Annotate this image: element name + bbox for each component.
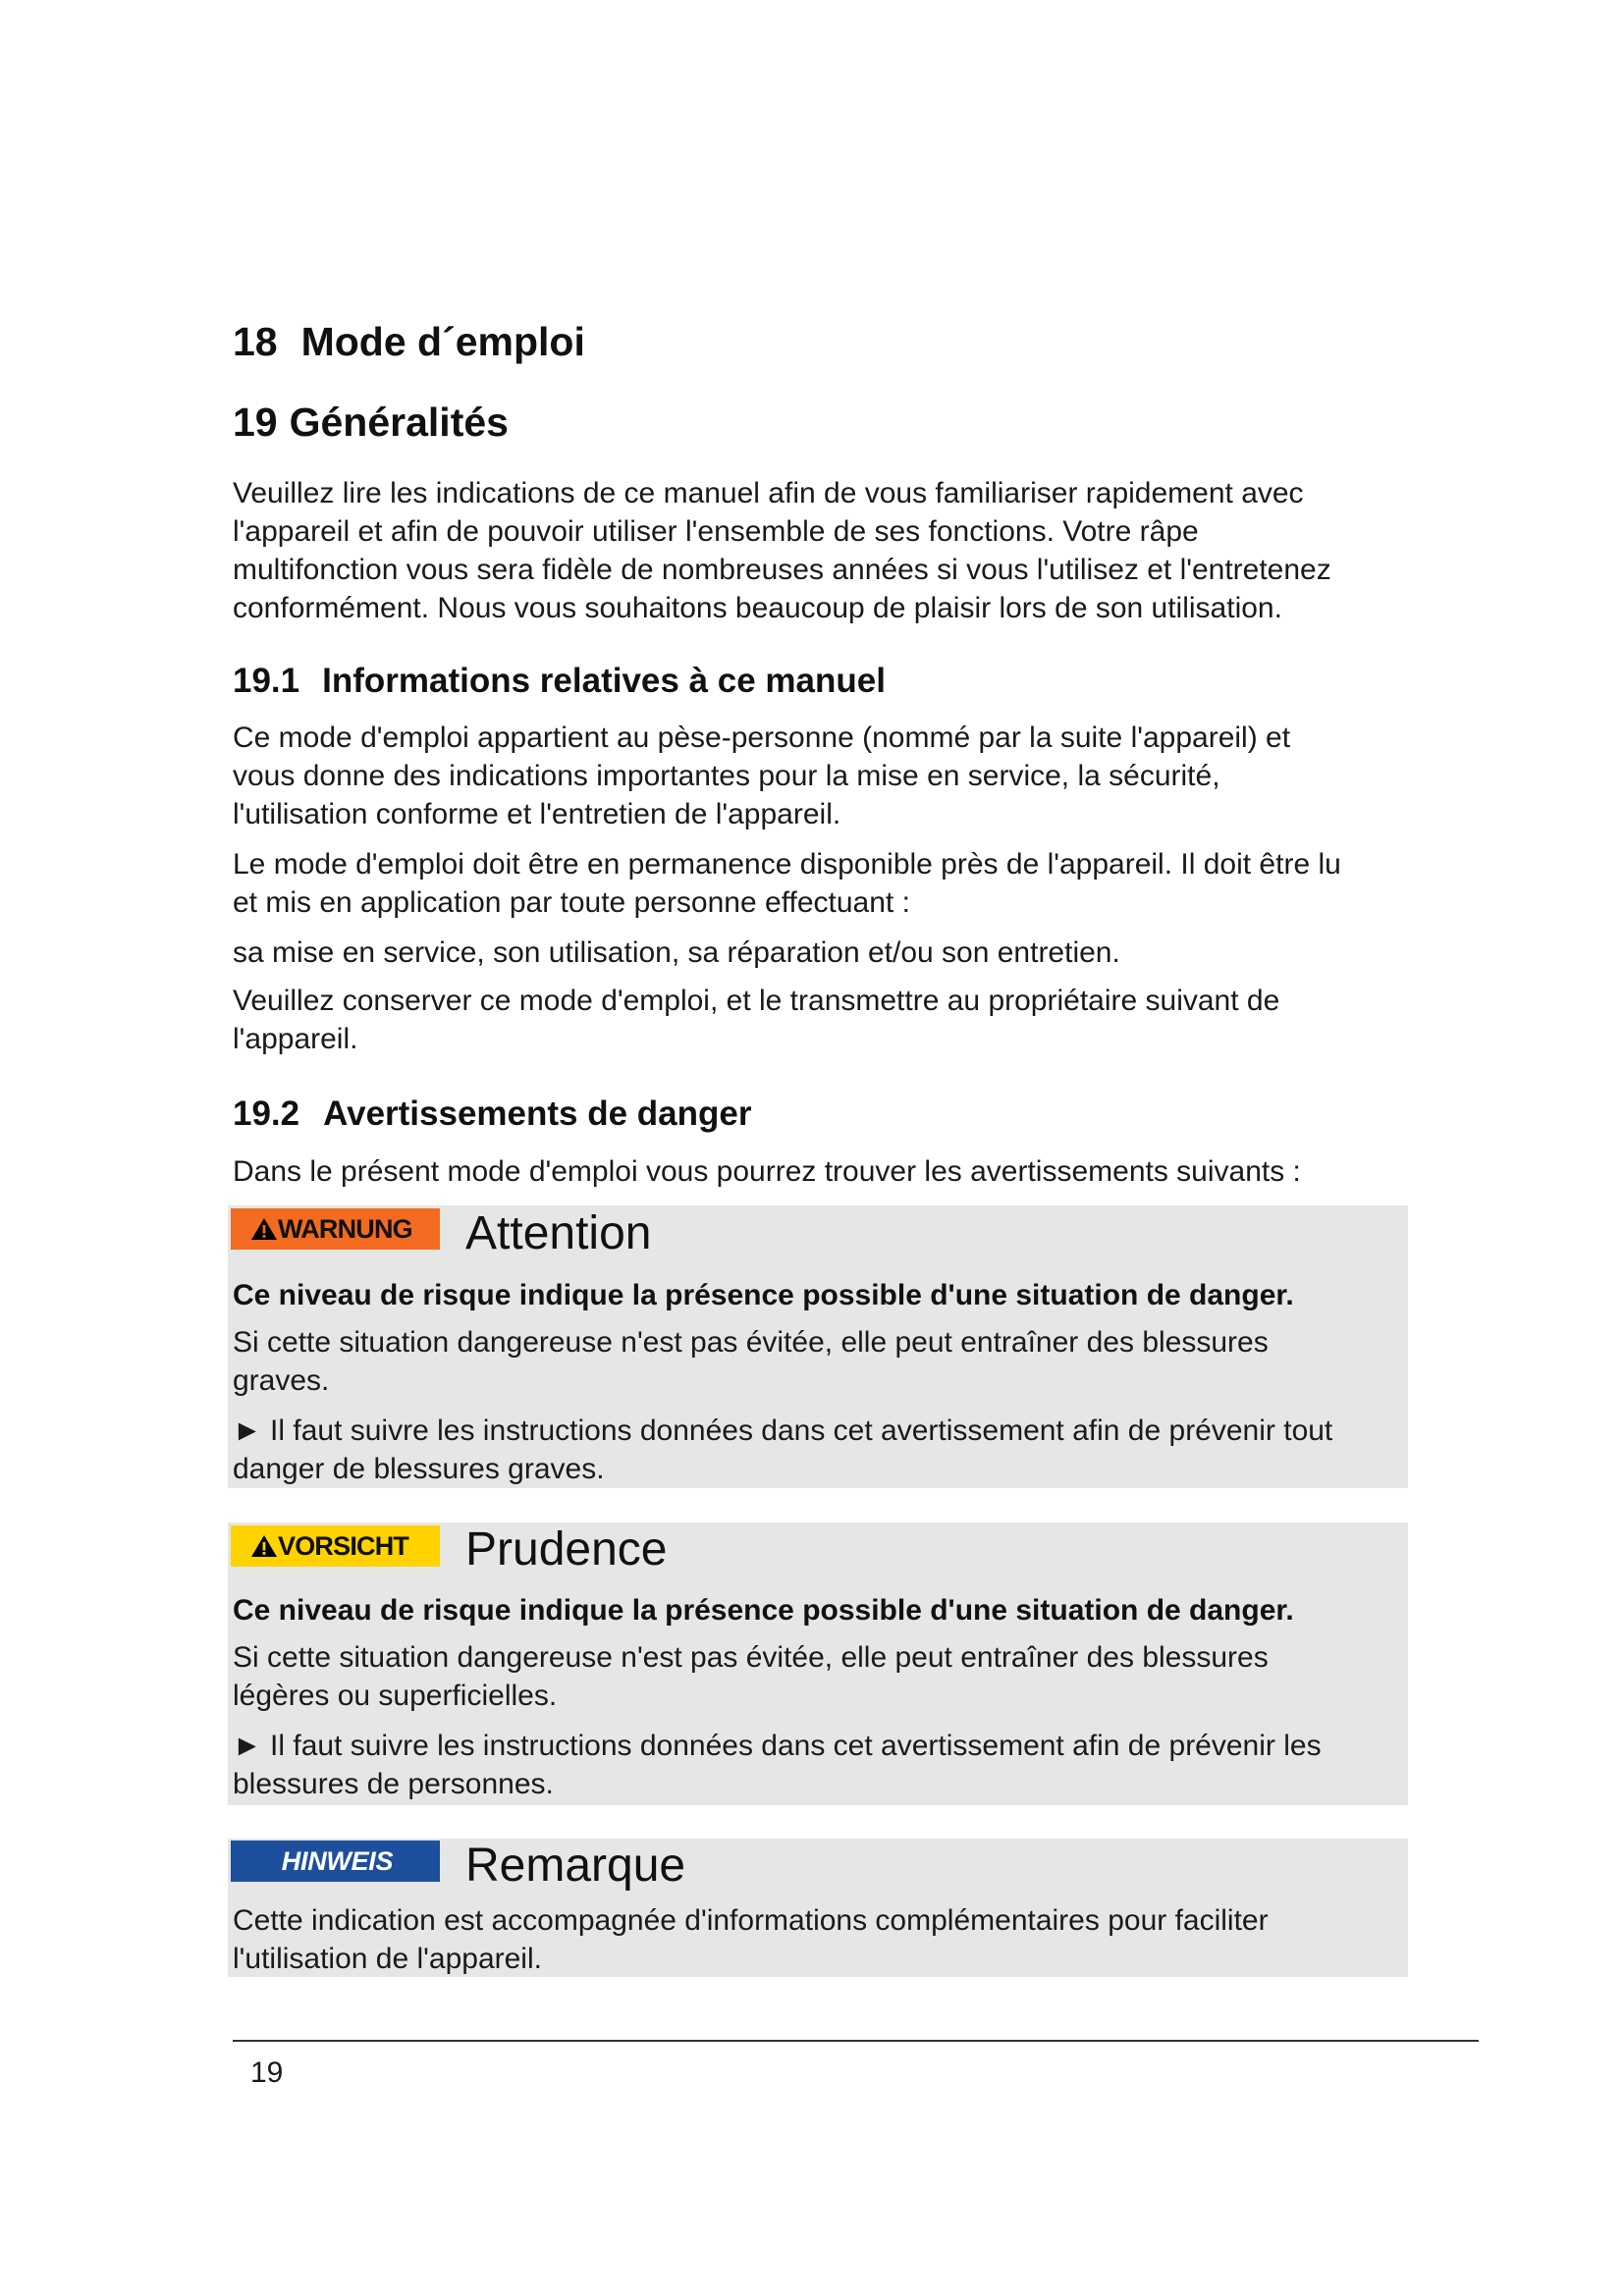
badge-label: VORSICHT xyxy=(278,1531,409,1561)
section-number: 19.1 xyxy=(233,662,300,700)
chapter-heading-18 xyxy=(233,317,585,366)
warning-box-warnung xyxy=(228,1205,1408,1488)
badge-label: HINWEIS xyxy=(281,1846,394,1876)
paragraph: sa mise en service, son utilisation, sa réparation et/ou son entretien. xyxy=(233,936,1120,969)
warning-instruction: ► Il faut suivre les instructions données dans cet avertissement afin de prévenir tout danger de blessures graves. xyxy=(233,1415,1333,1485)
notice-text: Cette indication est accompagnée d'informations complémentaires pour faciliter l'utilisation de l'appareil. xyxy=(233,1904,1269,1975)
warning-box-vorsicht xyxy=(228,1522,1408,1805)
paragraph: Le mode d'emploi doit être en permanence disponible près de l'appareil. Il doit être lu et mis en application par toute personne effectuant : xyxy=(233,848,1341,919)
section-title: Informations relatives à ce manuel xyxy=(322,662,886,700)
chapter-number: 19 xyxy=(233,400,278,445)
paragraph: Veuillez conserver ce mode d'emploi, et le transmettre au propriétaire suivant de l'appareil. xyxy=(233,985,1280,1055)
hinweis-badge xyxy=(231,1841,440,1882)
section-title: Avertissements de danger xyxy=(323,1095,752,1133)
paragraph: Ce mode d'emploi appartient au pèse-personne (nommé par la suite l'appareil) et vous donne des indications importantes pour la mise en service, la sécurité, l'utilisation conforme et l'entretien de l'appareil. xyxy=(233,721,1291,830)
intro-paragraph: Veuillez lire les indications de ce manuel afin de vous familiariser rapidement avec l'appareil et afin de pouvoir utiliser l'ensemble de ses fonctions. Votre râpe multifonction vous sera fidèle de nombreuses années si vous l'utilisez et l'entretenez conformément. Nous vous souhaitons beaucoup de plaisir lors de son utilisation. xyxy=(233,477,1331,624)
vorsicht-badge xyxy=(231,1525,440,1567)
page-number: 19 xyxy=(250,2056,284,2089)
section-heading-19-1 xyxy=(233,660,886,703)
section-number: 19.2 xyxy=(233,1095,300,1133)
risk-statement: Ce niveau de risque indique la présence possible d'une situation de danger. xyxy=(233,1594,1294,1627)
warning-text: Si cette situation dangereuse n'est pas évitée, elle peut entraîner des blessures graves. xyxy=(233,1326,1269,1397)
chapter-title: Généralités xyxy=(289,400,509,445)
badge-label: WARNUNG xyxy=(278,1214,412,1244)
warnung-badge xyxy=(231,1208,440,1250)
notice-box-hinweis xyxy=(228,1839,1408,1977)
warning-instruction: ► Il faut suivre les instructions données dans cet avertissement afin de prévenir les blessures de personnes. xyxy=(233,1730,1322,1800)
warning-triangle-icon xyxy=(251,1535,277,1557)
footer-rule xyxy=(233,2040,1479,2042)
warning-title: Attention xyxy=(465,1207,652,1259)
chapter-number: 18 xyxy=(233,319,278,364)
section-heading-19-2 xyxy=(233,1093,752,1136)
notice-title: Remarque xyxy=(465,1840,686,1892)
warning-title: Prudence xyxy=(465,1523,668,1575)
warning-triangle-icon xyxy=(251,1218,277,1240)
warning-text: Si cette situation dangereuse n'est pas évitée, elle peut entraîner des blessures légères ou superficielles. xyxy=(233,1641,1269,1712)
chapter-title: Mode d´emploi xyxy=(300,319,585,364)
risk-statement: Ce niveau de risque indique la présence possible d'une situation de danger. xyxy=(233,1279,1294,1311)
paragraph: Dans le présent mode d'emploi vous pourrez trouver les avertissements suivants : xyxy=(233,1155,1301,1188)
chapter-heading-19 xyxy=(233,398,509,447)
